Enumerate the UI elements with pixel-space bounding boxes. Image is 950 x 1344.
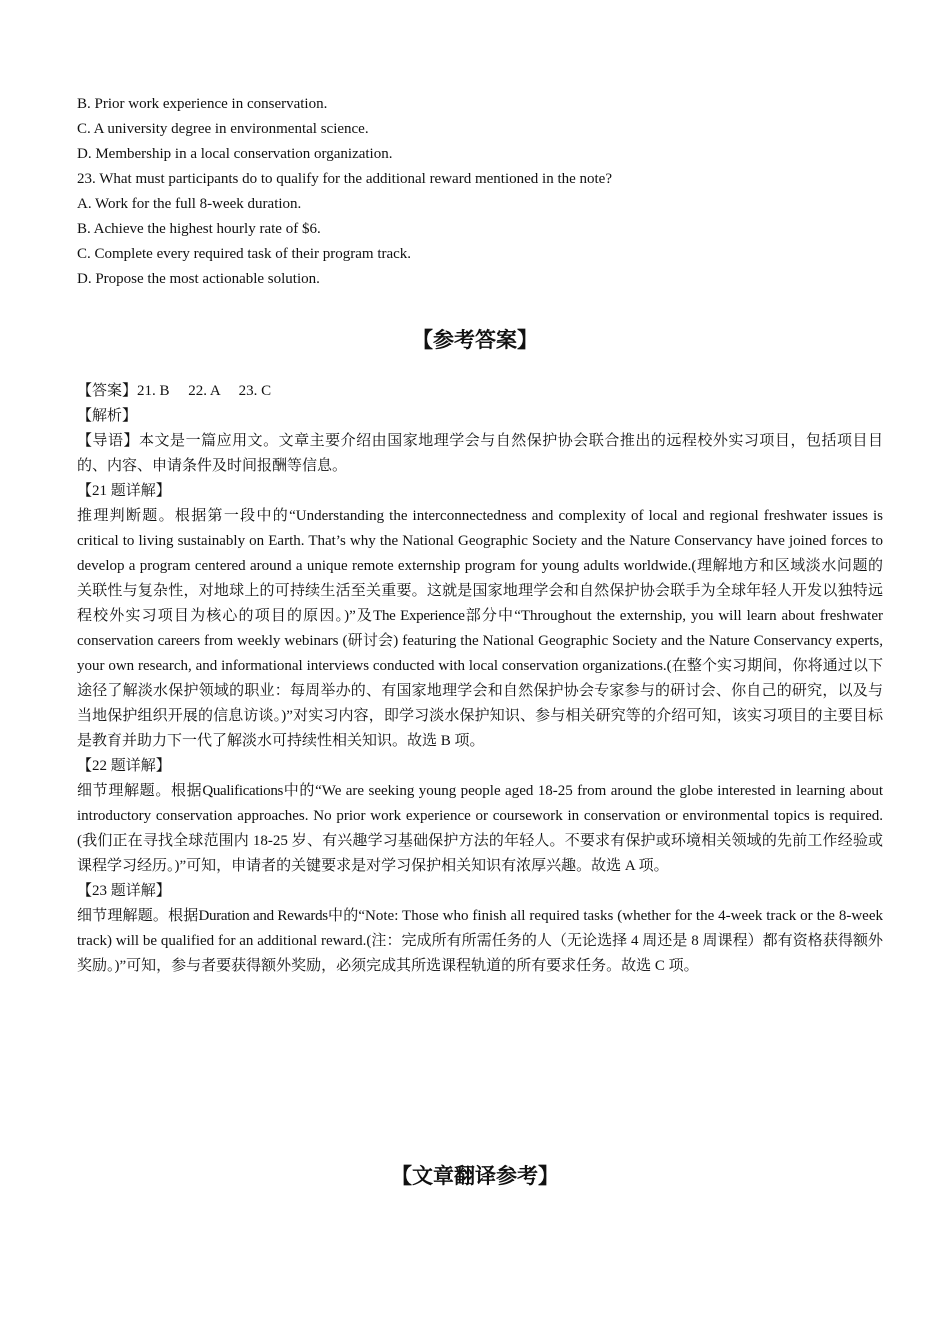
- q21-label: 【21 题详解】: [77, 483, 171, 499]
- answer-explanation: [77, 379, 883, 979]
- q22-section-name: Qualifications: [202, 783, 284, 799]
- answer-section-heading: 【参考答案】: [412, 328, 538, 352]
- q23-section-name: Duration and Rewards: [198, 908, 328, 924]
- option-22b: B. Prior work experience in conservation.: [77, 96, 328, 112]
- option-23c: C. Complete every required task of their program track.: [77, 246, 412, 262]
- q22-text-a: 细节理解题。根据: [77, 783, 203, 799]
- q22-explanation: [77, 779, 883, 879]
- question-23: 23. What must participants do to qualify for the additional reward mentioned in the note?: [77, 171, 612, 187]
- answer-key: 【答案】21. B 22. A 23. C: [77, 383, 272, 399]
- analysis-label: 【解析】: [77, 408, 138, 424]
- intro-paragraph: 【导语】本文是一篇应用文。文章主要介绍由国家地理学会与自然保护协会联合推出的远程校外实习项目，包括项目目的、内容、申请条件及时间报酬等信息。: [77, 433, 883, 474]
- q22-label: 【22 题详解】: [77, 758, 171, 774]
- translation-section-heading: 【文章翻译参考】: [391, 1164, 559, 1188]
- q23-text-a: 细节理解题。根据: [77, 908, 199, 924]
- question-options: [77, 92, 883, 292]
- option-23a: A. Work for the full 8-week duration.: [77, 196, 302, 212]
- option-22c: C. A university degree in environmental science.: [77, 121, 369, 137]
- option-23d: D. Propose the most actionable solution.: [77, 271, 320, 287]
- q21-section-name: The Experience: [373, 608, 465, 624]
- q21-text-a: 推理判断题。根据第一段中的“Understanding the interconnectedness and complexity of local and regional freshwater issues is critical to living sustainably on Earth. That’s why the National Geographic Society and the Nature Conservancy have joined forces to develop a program centered around a unique remote externship program for young adults worldwide.(理解地方和区域淡水问题的关联性与复杂性，对地球上的可持续生活至关重要。这就是国家地理学会和自然保护协会联手为全球年轻人开发以独特远程校外实习项目为核心的项目的原因。)”及: [77, 508, 883, 624]
- option-23b: B. Achieve the highest hourly rate of $6.: [77, 221, 321, 237]
- q23-text-b: 中的“Note: Those who finish all required tasks (whether for the 4-week track or the 8-week track) will be qualified for an additional reward.(注：完成所有所需任务的人（无论选择 4 周还是 8 周课程）都有资格获得额外奖励。)”可知，参与者要获得额外奖励，必须完成其所选课程轨道的所有要求任务。故选 C 项。: [77, 908, 883, 974]
- q23-explanation: [77, 904, 883, 979]
- q21-explanation: [77, 504, 883, 754]
- q21-text-b: 部分中“Throughout the externship, you will learn about freshwater conservation careers from weekly webinars (研讨会) featuring the National Geographic Society and the Nature Conservancy experts, your own research, and informational interviews conducted with local conservation organizations.(在整个实习期间，你将通过以下途径了解淡水保护领域的职业：每周举办的、有国家地理学会和自然保护协会专家参与的研讨会、你自己的研究，以及与当地保护组织开展的信息访谈。)”对实习内容，即学习淡水保护知识、参与相关研究等的介绍可知，该实习项目的主要目标是教育并助力下一代了解淡水可持续性相关知识。故选 B 项。: [77, 608, 884, 749]
- q23-label: 【23 题详解】: [77, 883, 171, 899]
- q22-text-b: 中的“We are seeking young people aged 18-25 from around the globe interested in learning about introductory conservation approaches. No prior work experience or coursework in conservation or environmental topics is required.(我们正在寻找全球范围内 18-25 岁、有兴趣学习基础保护方法的年轻人。不要求有保护或环境相关领域的先前工作经验或课程学习经历。)”可知，申请者的关键要求是对学习保护相关知识有浓厚兴趣。故选 A 项。: [77, 783, 883, 874]
- option-22d: D. Membership in a local conservation organization.: [77, 146, 393, 162]
